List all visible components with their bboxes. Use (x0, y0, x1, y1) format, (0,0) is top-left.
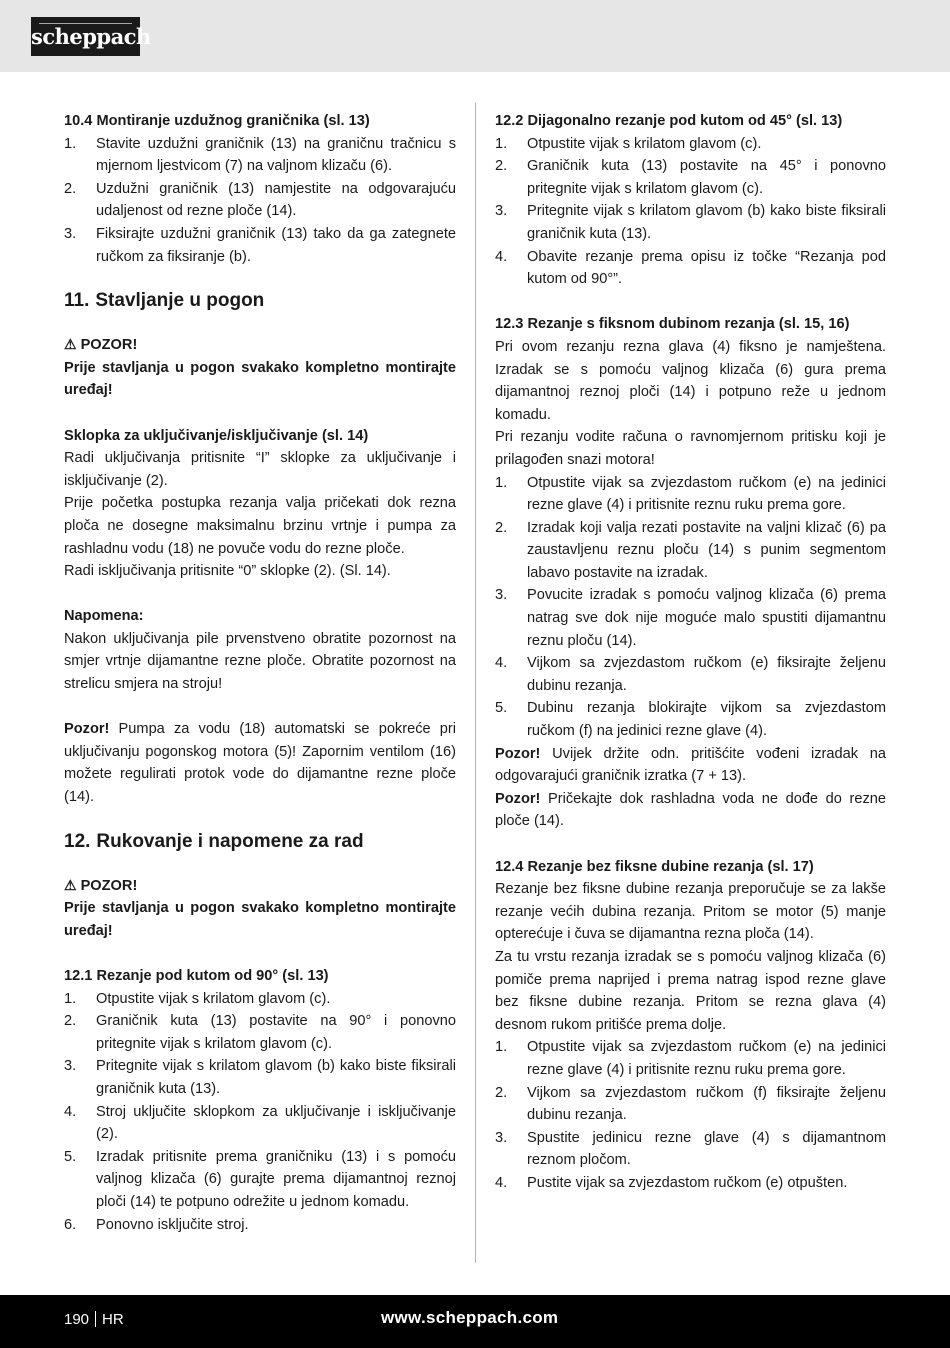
brand-logo (31, 17, 151, 56)
paragraph: Pri rezanju vodite računa o ravnomjernom pritisku koji je prilagođen snazi motora! (495, 429, 886, 468)
warning-triangle-icon: ⚠ (64, 336, 77, 353)
column-divider (475, 103, 476, 1263)
logo-text: scheppach (31, 24, 151, 49)
section-12-1-list (64, 988, 456, 1237)
paragraph: Prije početka postupka rezanja valja pričekati dok rezna ploča ne dosegne maksimalnu brzinu vrtnje i pumpa za rashladnu vodu (18) ne povuče vodu do rezne ploče. (64, 495, 456, 557)
list-item: 4. Pustite vijak sa zvjezdastom ručkom (e) otpušten. (495, 1174, 848, 1191)
section-10-4-list (64, 133, 456, 269)
right-column (495, 110, 886, 1195)
page-footer (0, 1295, 950, 1348)
note-body: Nakon uključivanja pile prvenstveno obratite pozornost na smjer vrtnje dijamantne rezne ploče. Obratite pozornost na strelicu smjera na stroju! (64, 630, 456, 693)
paragraph: Pri ovom rezanju rezna glava (4) fiksno je namještena. Izradak se s pomoću valjnog klizača (6) gura prema dijamantnoj reznoj ploči (14) i potpuno reže u jednom komadu. (495, 338, 886, 423)
list-item: 2. Uzdužni graničnik (13) namjestite na odgovarajuću udaljenost od rezne ploče (14). (64, 180, 456, 220)
paragraph: Radi isključivanja pritisnite “0” sklopke (2). (Sl. 14). (64, 563, 391, 580)
paragraph: Radi uključivanja pritisnite “I” sklopke za uključivanje i isključivanje (2). (64, 450, 456, 489)
list-item: 3. Spustite jedinicu rezne glave (4) s dijamantnom reznom pločom. (495, 1129, 886, 1169)
chapter-12-heading: 12. Rukovanje i napomene za rad (64, 830, 364, 852)
section-12-2-list (495, 133, 886, 291)
list-item: 3. Povucite izradak s pomoću valjnog klizača (6) prema natrag sve dok nije moguće malo spustiti dijamantnu reznu ploču (14). (495, 587, 886, 649)
section-12-3-title: 12.3 Rezanje s fiksnom dubinom rezanja (sl. 15, 16) (495, 316, 850, 333)
list-item: 5. Izradak pritisnite prema graničniku (13) i s pomoću valjnog klizača (6) gurajte prema dijamantnoj reznoj ploči (14) te potpuno odrežite u jednom komadu. (64, 1148, 456, 1210)
left-column (64, 110, 456, 1236)
footer-separator (95, 1311, 96, 1327)
list-item: 6. Ponovno isključite stroj. (64, 1216, 249, 1233)
list-item: 4. Obavite rezanje prema opisu iz točke “Rezanja pod kutom od 90°”. (495, 248, 886, 288)
warning-triangle-icon: ⚠ (64, 876, 77, 893)
caution-paragraph: Pozor! Uvijek držite odn. pritišćite vođeni izradak na odgovarajući graničnik izratka (7 + 13). (495, 745, 886, 785)
page-header (0, 0, 950, 72)
section-10-4-title: 10.4 Montiranje uzdužnog graničnika (sl. 13) (64, 113, 370, 129)
website-link[interactable]: www.scheppach.com (381, 1308, 559, 1327)
list-item: 1. Stavite uzdužni graničnik (13) na graničnu tračnicu s mjernom ljestvicom (7) na valjnom klizaču (6). (64, 135, 456, 175)
list-item: 2. Izradak koji valja rezati postavite na valjni klizač (6) pa zaustavljenu reznu ploču (14) s punim segmentom labavo postavite na izradak. (495, 519, 886, 581)
list-item: 2. Graničnik kuta (13) postavite na 45° i ponovno pritegnite vijak s krilatom glavom (c). (495, 158, 886, 197)
warning-body: Prije stavljanja u pogon svakako kompletno montirajte uređaj! (64, 359, 456, 399)
warning-body: Prije stavljanja u pogon svakako kompletno montirajte uređaj! (64, 900, 456, 939)
section-12-4-title: 12.4 Rezanje bez fiksne dubine rezanja (sl. 17) (495, 858, 814, 875)
page-number: 190 HR (64, 1311, 124, 1328)
switch-section-title: Sklopka za uključivanje/isključivanje (sl. 14) (64, 427, 369, 444)
list-item: 2. Graničnik kuta (13) postavite na 90° i ponovno pritegnite vijak s krilatom glavom (c). (64, 1013, 456, 1052)
list-item: 3. Pritegnite vijak s krilatom glavom (b) kako biste fiksirali graničnik kuta (13). (495, 203, 886, 242)
list-item: 1. Otpustite vijak sa zvjezdastom ručkom (e) na jedinici rezne glave (4) i pritisnite reznu ruku prema gore. (495, 1039, 886, 1078)
section-12-2-title: 12.2 Dijagonalno rezanje pod kutom od 45° (sl. 13) (495, 113, 843, 129)
chapter-11-heading: 11. Stavljanje u pogon (64, 290, 265, 312)
list-item: 3. Pritegnite vijak s krilatom glavom (b) kako biste fiksirali graničnik kuta (13). (64, 1058, 456, 1097)
list-item: 1. Otpustite vijak s krilatom glavom (c). (64, 990, 331, 1007)
warning-title: ⚠ POZOR! (64, 333, 456, 357)
caution-paragraph: Pozor! Pričekajte dok rashladna voda ne dođe do rezne ploče (14). (495, 790, 886, 830)
paragraph: Za tu vrstu rezanja izradak se s pomoću valjnog klizača (6) pomiče prema naprijed i prema natrag ispod rezne glave bez fiksne dubine rezanja. Pritom se rezna glava (4) desnom rukom pritišće prema dolje. (495, 948, 886, 1033)
list-item: 3. Fiksirajte uzdužni graničnik (13) tako da ga zategnete ručkom za fiksiranje (b). (64, 225, 456, 265)
list-item: 5. Dubinu rezanja blokirajte vijkom sa zvjezdastom ručkom (f) na jedinici rezne glave (4). (495, 700, 886, 740)
section-12-4-list (495, 1036, 886, 1194)
paragraph: Rezanje bez fiksne dubine rezanja preporučuje se za lakše rezanje većih dubina rezanja. Pritom se motor (5) manje opterećuje i čuva se dijamantna rezna ploča (14). (495, 881, 886, 943)
section-12-3-list (495, 472, 886, 743)
list-item: 1. Otpustite vijak s krilatom glavom (c). (495, 135, 762, 152)
list-item: 1. Otpustite vijak sa zvjezdastom ručkom (e) na jedinici rezne glave (4) i pritisnite reznu ruku prema gore. (495, 474, 886, 514)
list-item: 4. Vijkom sa zvjezdastom ručkom (e) fiksirajte željenu dubinu rezanja. (495, 655, 886, 694)
warning-title: ⚠ POZOR! (64, 874, 456, 898)
list-item: 4. Stroj uključite sklopkom za uključivanje i isključivanje (2). (64, 1103, 456, 1143)
note-title: Napomena: (64, 608, 144, 625)
section-12-1-title: 12.1 Rezanje pod kutom od 90° (sl. 13) (64, 968, 329, 984)
caution-paragraph: Pozor! Pumpa za vodu (18) automatski se pokreće pri uključivanju pogonskog motora (5)! Zapornim ventilom (16) možete regulirati protok vode do dijamantne rezne ploče (14). (64, 721, 456, 806)
list-item: 2. Vijkom sa zvjezdastom ručkom (f) fiksirajte željenu dubinu rezanja. (495, 1084, 886, 1124)
